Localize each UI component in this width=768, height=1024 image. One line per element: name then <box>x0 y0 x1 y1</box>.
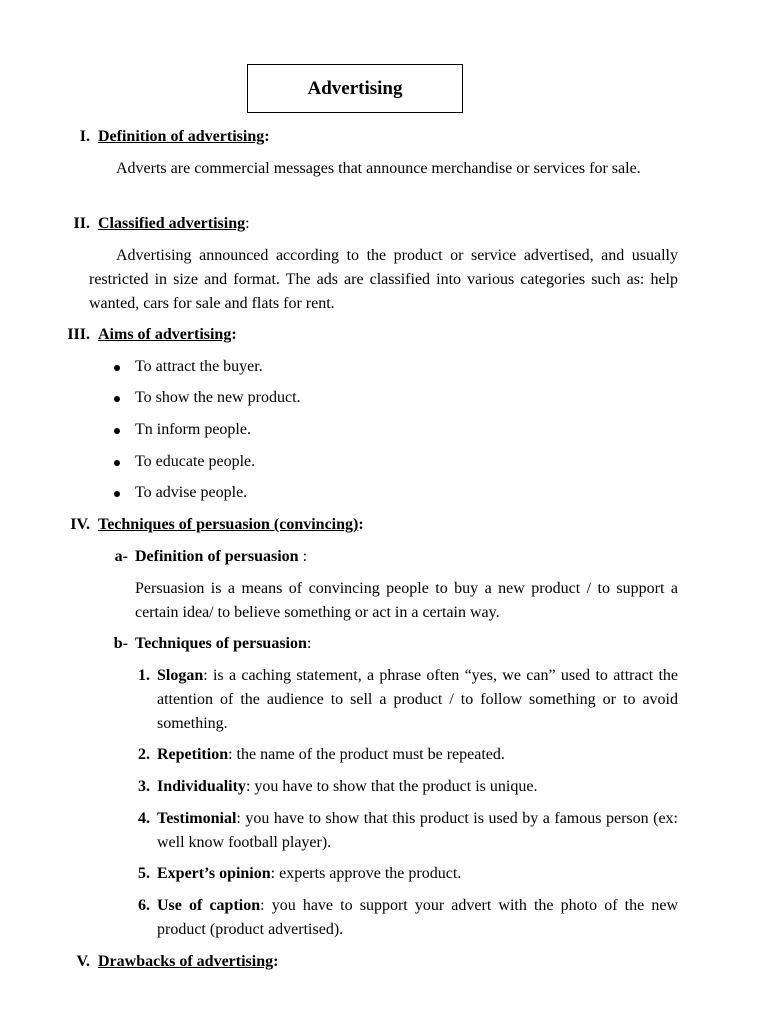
subsection-a-heading-text: Definition of persuasion <box>135 548 299 565</box>
bullet-icon <box>114 428 120 434</box>
document-title-text: Advertising <box>307 77 403 99</box>
bullet-icon <box>114 460 120 466</box>
section-1-numeral: I. <box>79 128 90 145</box>
technique-number: 1. <box>138 667 150 684</box>
technique-number: 2. <box>138 746 150 763</box>
technique-item-testimonial <box>157 807 678 855</box>
technique-term: Testimonial <box>157 810 237 827</box>
aim-item-2: To show the new product. <box>135 389 301 406</box>
section-2-heading-text: Classified advertising <box>98 215 246 232</box>
subsection-b-marker: b- <box>113 635 128 652</box>
section-3-numeral: III. <box>67 326 90 343</box>
aim-item-4: To educate people. <box>135 453 256 470</box>
technique-term: Slogan <box>157 667 204 684</box>
section-4-heading <box>98 513 364 537</box>
section-5-heading-colon: : <box>273 953 279 970</box>
technique-term: Use of caption <box>157 897 261 914</box>
document-title <box>247 64 463 113</box>
section-3-heading <box>98 323 237 347</box>
technique-text: : you have to show that the product is unique. <box>245 778 538 795</box>
technique-item-slogan <box>157 664 678 736</box>
section-3-heading-text: Aims of advertising <box>98 326 232 343</box>
bullet-icon <box>114 491 120 497</box>
section-4-numeral: IV. <box>70 516 90 533</box>
technique-term: Expert’s opinion <box>157 865 271 882</box>
section-3-heading-colon: : <box>231 326 237 343</box>
aim-item-1: To attract the buyer. <box>135 358 263 375</box>
technique-term: Repetition <box>157 746 229 763</box>
section-1-body: Adverts are commercial messages that announce merchandise or services for sale. <box>116 160 641 177</box>
technique-number: 3. <box>138 778 150 795</box>
section-2-heading-colon: : <box>245 215 250 232</box>
section-2-body: Advertising announced according to the product or service advertised, and usually restricted in size and format. The ads are classified into various categories such as: help wanted, cars for sale and flats for rent. <box>89 247 678 312</box>
section-5-heading <box>98 950 278 974</box>
technique-text: : the name of the product must be repeated. <box>228 746 505 763</box>
technique-item-use-of-caption <box>157 894 678 942</box>
subsection-a-heading-colon: : <box>298 548 308 565</box>
aim-item-3: Tn inform people. <box>135 421 251 438</box>
section-4-heading-colon: : <box>358 516 364 533</box>
technique-number: 6. <box>138 897 150 914</box>
bullet-icon <box>114 396 120 402</box>
section-5-heading-text: Drawbacks of advertising <box>98 953 274 970</box>
technique-number: 4. <box>138 810 150 827</box>
section-1-heading-text: Definition of advertising <box>98 128 265 145</box>
subsection-b-heading-text: Techniques of persuasion <box>135 635 307 652</box>
section-2-numeral: II. <box>73 215 90 232</box>
technique-item-expert-opinion <box>157 862 678 886</box>
aim-item-5: To advise people. <box>135 484 248 501</box>
subsection-b-heading <box>135 632 311 656</box>
section-1-heading <box>98 125 270 149</box>
subsection-a-marker: a- <box>114 548 128 565</box>
technique-text: : is a caching statement, a phrase often “yes, we can” used to attract the attention of the audience to sell a product / to follow something or to avoid something. <box>157 667 678 732</box>
subsection-a-body: Persuasion is a means of convincing people to buy a new product / to support a certain idea/ to believe something or act in a certain way. <box>135 580 678 621</box>
section-5-numeral: V. <box>76 953 90 970</box>
section-2-heading <box>98 212 250 236</box>
section-4-heading-text: Techniques of persuasion (convincing) <box>98 516 359 533</box>
subsection-a-heading <box>135 545 307 569</box>
technique-item-repetition <box>157 743 678 767</box>
technique-item-individuality <box>157 775 678 799</box>
technique-text: : you have to support your advert with the photo of the new product (product advertised). <box>157 897 678 938</box>
technique-term: Individuality <box>157 778 246 795</box>
technique-text: : experts approve the product. <box>270 865 462 882</box>
bullet-icon <box>114 365 120 371</box>
subsection-b-heading-colon: : <box>306 635 312 652</box>
section-1-heading-colon: : <box>264 128 270 145</box>
technique-text: : you have to show that this product is used by a famous person (ex: well know football player). <box>157 810 678 851</box>
technique-number: 5. <box>138 865 150 882</box>
